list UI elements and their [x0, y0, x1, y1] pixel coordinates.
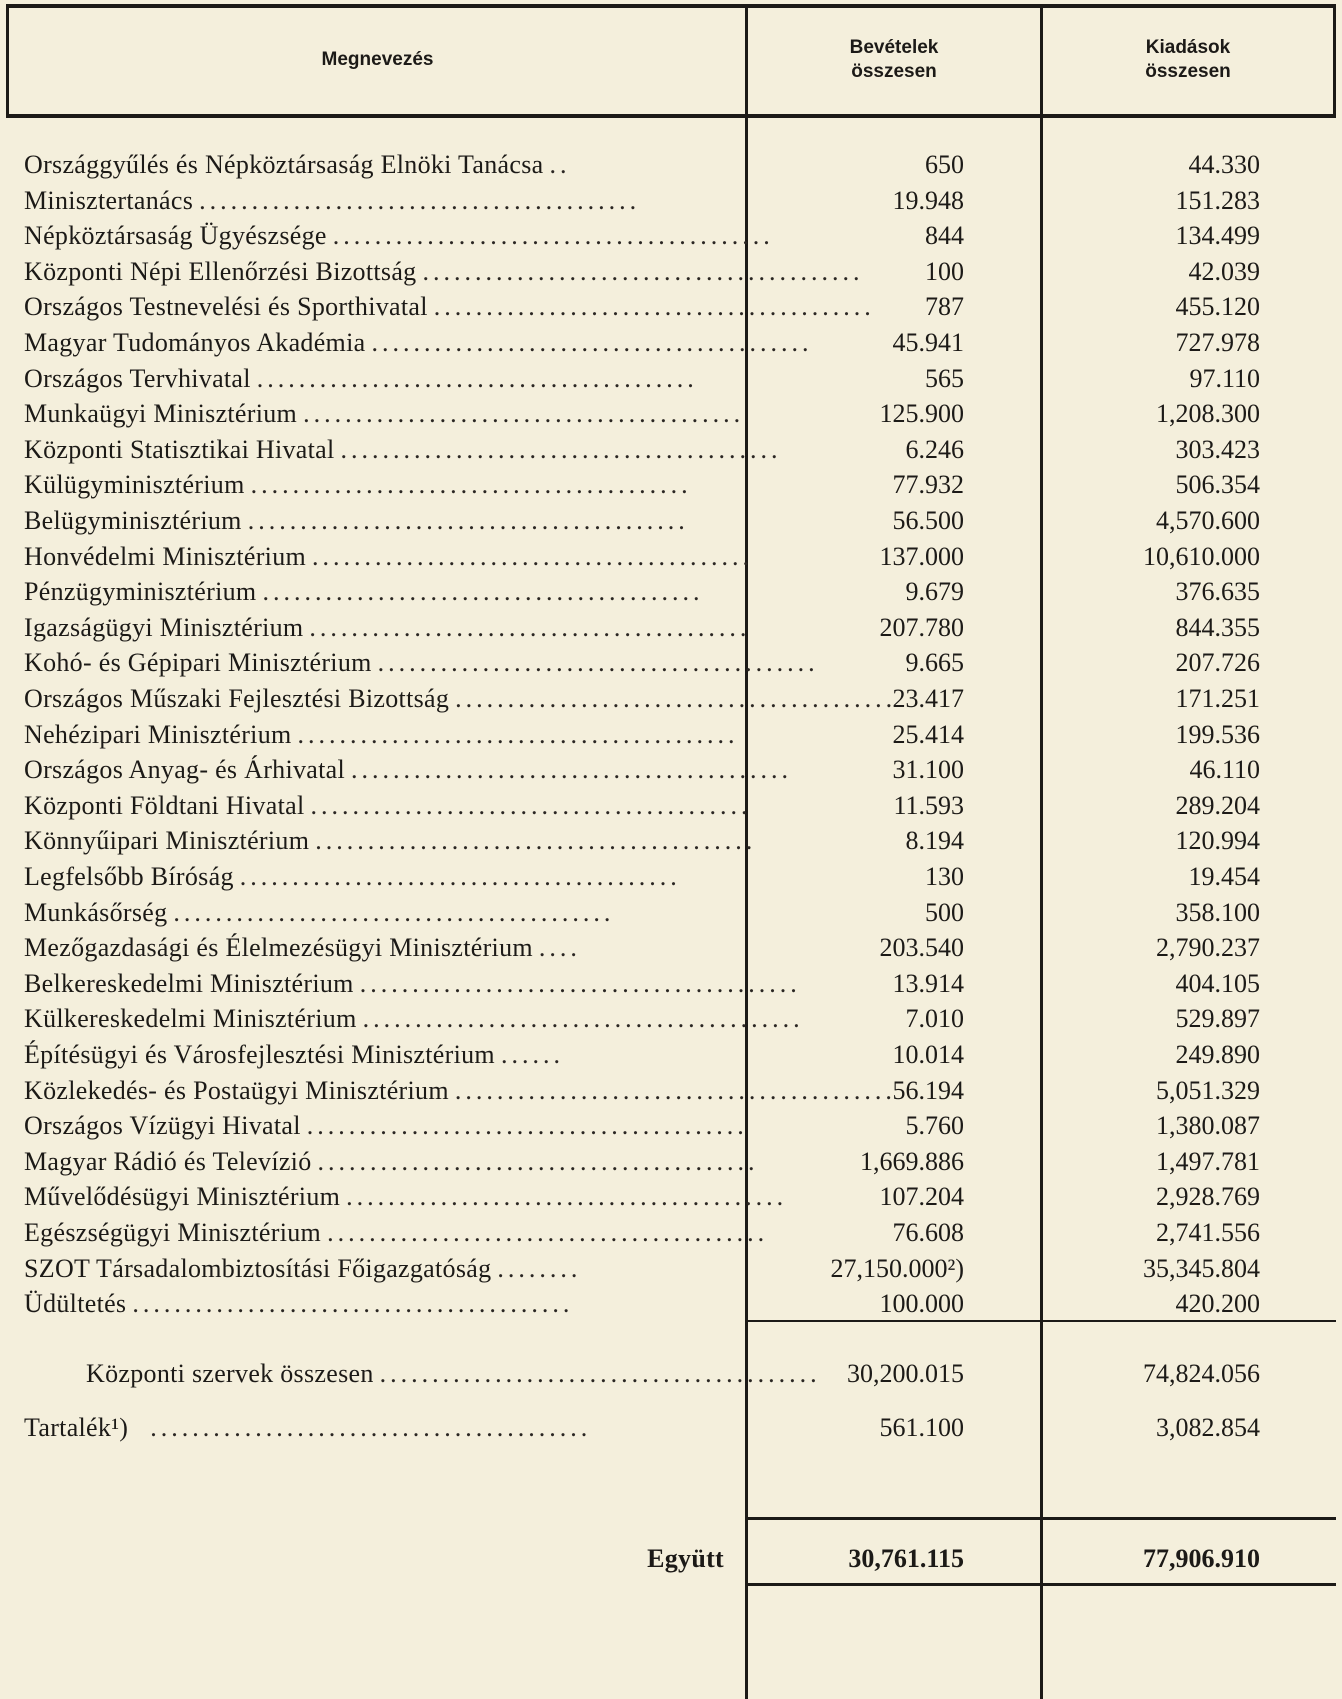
row-name: [24, 467, 728, 503]
row-revenue: 8.194: [905, 826, 964, 855]
row-expense: 420.200: [1175, 1289, 1260, 1318]
row-label: Munkásőrség: [24, 898, 168, 927]
table-row: [0, 325, 1342, 361]
row-expense: 2,790.237: [1156, 933, 1260, 962]
row-revenue: 100: [925, 257, 964, 286]
row-expense: 199.536: [1175, 720, 1260, 749]
row-label: Országos Műszaki Fejlesztési Bizottság: [24, 684, 450, 713]
row-name: [24, 289, 875, 325]
row-revenue: 107.204: [879, 1182, 964, 1211]
row-revenue: 23.417: [892, 684, 964, 713]
row-leader: ..........................................: [377, 648, 819, 677]
row-name: [24, 218, 774, 254]
row-label: Közlekedés- és Postaügyi Minisztérium: [24, 1076, 449, 1105]
table-row: [0, 788, 1342, 824]
row-label: Művelődésügyi Minisztérium: [24, 1182, 341, 1211]
table-row: [0, 396, 1342, 432]
row-leader: ..........................................: [312, 542, 754, 571]
row-expense: 2,928.769: [1156, 1182, 1260, 1211]
table-row: [0, 1144, 1342, 1180]
row-label: Üdültetés: [24, 1289, 127, 1318]
row-label: Belügyminisztérium: [24, 506, 242, 535]
table-row: [0, 717, 1342, 753]
reserve-expense: 3,082.854: [1156, 1413, 1260, 1442]
table-row: [0, 289, 1342, 325]
row-revenue: 203.540: [879, 933, 964, 962]
table-row: [0, 361, 1342, 397]
table-row: [0, 1001, 1342, 1037]
row-revenue: 5.760: [905, 1111, 964, 1140]
column-header-revenue-line1: Bevételek: [849, 37, 939, 58]
row-expense: 120.994: [1175, 826, 1260, 855]
row-expense: 1,380.087: [1156, 1111, 1260, 1140]
row-name: [24, 1251, 728, 1287]
row-leader: ..........................................: [433, 292, 875, 321]
row-expense: 455.120: [1175, 292, 1260, 321]
row-name: [24, 1144, 759, 1180]
row-leader: ..........................................: [297, 720, 739, 749]
row-name: [24, 1108, 748, 1144]
reserve-label: Tartalék¹): [24, 1413, 129, 1442]
row-leader: ..........................................: [332, 221, 774, 250]
row-label: Külügyminisztérium: [24, 470, 245, 499]
table-row: [0, 610, 1342, 646]
row-expense: 1,208.300: [1156, 399, 1260, 428]
table-top-rule: [6, 4, 1336, 8]
subtotal-name: [86, 1356, 821, 1392]
row-label: Központi Népi Ellenőrzési Bizottság: [24, 257, 417, 286]
subtotal-expense: 74,824.056: [1143, 1359, 1260, 1388]
row-label: Országos Vízügyi Hivatal: [24, 1111, 301, 1140]
row-leader: ....: [538, 933, 581, 962]
table-row: [0, 574, 1342, 610]
table-row: [0, 1215, 1342, 1251]
row-expense: 5,051.329: [1156, 1076, 1260, 1105]
row-revenue: 130: [925, 862, 964, 891]
row-name: [24, 966, 801, 1002]
row-name: [24, 503, 728, 539]
row-expense: 151.283: [1175, 186, 1260, 215]
row-name: [24, 823, 757, 859]
table-row: [0, 432, 1342, 468]
row-expense: 529.897: [1175, 1004, 1260, 1033]
row-name: [24, 183, 728, 219]
table-row: [0, 1108, 1342, 1144]
row-name: [24, 895, 728, 931]
table-row: [0, 823, 1342, 859]
row-leader: ..........................................: [309, 613, 751, 642]
row-label: Központi Statisztikai Hivatal: [24, 435, 335, 464]
row-name: [24, 361, 728, 397]
table-row: [0, 539, 1342, 575]
row-revenue: 56.500: [892, 506, 964, 535]
row-revenue: 9.665: [905, 648, 964, 677]
row-leader: ..........................................: [371, 328, 813, 357]
row-expense: 42.039: [1188, 257, 1260, 286]
row-leader: ..........................................: [351, 755, 793, 784]
table-row: [0, 1073, 1342, 1109]
row-leader: ..........................................: [199, 186, 641, 215]
table-row: [0, 1037, 1342, 1073]
row-leader: ..........................................: [303, 399, 745, 428]
row-expense: 506.354: [1175, 470, 1260, 499]
row-label: Külkereskedelmi Minisztérium: [24, 1004, 357, 1033]
row-label: Országos Testnevelési és Sporthivatal: [24, 292, 428, 321]
table-row: [0, 752, 1342, 788]
table-row: [0, 1286, 1342, 1322]
table-row: [0, 218, 1342, 254]
row-revenue: 565: [925, 364, 964, 393]
total-name: [24, 1541, 724, 1577]
row-name: [24, 254, 864, 290]
table-row: [0, 645, 1342, 681]
reserve-revenue: 561.100: [879, 1413, 964, 1442]
row-leader: ..........................................: [310, 791, 752, 820]
column-header-revenue: [748, 36, 1040, 84]
row-expense: 19.454: [1188, 862, 1260, 891]
row-leader: ..........................................: [173, 898, 615, 927]
row-expense: 249.890: [1175, 1040, 1260, 1069]
right-border: [1333, 4, 1336, 118]
row-revenue: 650: [925, 150, 964, 179]
row-name: [24, 1286, 728, 1322]
row-leader: ........: [497, 1254, 582, 1283]
row-expense: 4,570.600: [1156, 506, 1260, 535]
row-leader: ..........................................: [315, 826, 757, 855]
row-revenue: 6.246: [905, 435, 964, 464]
row-expense: 2,741.556: [1156, 1218, 1260, 1247]
row-expense: 376.635: [1175, 577, 1260, 606]
table-row: [0, 895, 1342, 931]
row-revenue: 9.679: [905, 577, 964, 606]
row-name: [24, 1001, 804, 1037]
row-expense: 358.100: [1175, 898, 1260, 927]
total-label: Együtt: [647, 1544, 724, 1573]
row-revenue: 76.608: [892, 1218, 964, 1247]
row-name: [24, 645, 819, 681]
row-name: [24, 788, 752, 824]
row-name: [24, 1073, 896, 1109]
row-name: [24, 930, 728, 966]
row-expense: 303.423: [1175, 435, 1260, 464]
row-label: Kohó- és Gépipari Minisztérium: [24, 648, 372, 677]
row-name: [24, 539, 754, 575]
column-header-name-label: Megnevezés: [321, 49, 434, 70]
row-name: [24, 717, 739, 753]
row-label: Munkaügyi Minisztérium: [24, 399, 298, 428]
subtotal-row: [0, 1356, 1342, 1392]
row-revenue: 45.941: [892, 328, 964, 357]
row-revenue: 1,669.886: [860, 1147, 964, 1176]
row-name: [24, 325, 813, 361]
subtotal-leader: ..........................................: [379, 1359, 821, 1388]
left-border: [6, 4, 9, 118]
table-row: [0, 930, 1342, 966]
table-row: [0, 254, 1342, 290]
reserve-row: [0, 1410, 1342, 1446]
row-label: Országos Anyag- és Árhivatal: [24, 755, 346, 784]
row-name: [24, 610, 751, 646]
row-expense: 404.105: [1175, 969, 1260, 998]
row-expense: 207.726: [1175, 648, 1260, 677]
row-leader: ..........................................: [346, 1182, 788, 1211]
row-leader: ..........................................: [250, 470, 692, 499]
row-leader: ..........................................: [422, 257, 864, 286]
total-revenue: 30,761.115: [848, 1544, 964, 1573]
row-expense: 171.251: [1175, 684, 1260, 713]
row-revenue: 25.414: [892, 720, 964, 749]
row-revenue: 31.100: [892, 755, 964, 784]
row-expense: 46.110: [1189, 755, 1260, 784]
row-name: [24, 752, 793, 788]
row-label: Népköztársaság Ügyészsége: [24, 221, 327, 250]
subtotal-label: Központi szervek összesen: [86, 1359, 374, 1388]
row-revenue: 11.593: [893, 791, 964, 820]
row-revenue: 56.194: [892, 1076, 964, 1105]
column-header-expense: [1043, 36, 1333, 84]
row-name: [24, 681, 897, 717]
row-leader: ..........................................: [132, 1289, 574, 1318]
row-expense: 727.978: [1175, 328, 1260, 357]
row-revenue: 125.900: [879, 399, 964, 428]
row-expense: 844.355: [1175, 613, 1260, 642]
row-name: [24, 859, 728, 895]
reserve-name: [24, 1410, 728, 1446]
row-leader: ..........................................: [239, 862, 681, 891]
table-row: [0, 147, 1342, 183]
row-leader: ..........................................: [455, 684, 897, 713]
row-expense: 35,345.804: [1143, 1254, 1260, 1283]
total-row: [0, 1541, 1342, 1577]
row-revenue: 137.000: [879, 542, 964, 571]
row-label: Építésügyi és Városfejlesztési Minisztérium: [24, 1040, 495, 1069]
row-leader: ......: [500, 1040, 564, 1069]
header-bottom-rule: [6, 114, 1336, 118]
row-label: Mezőgazdasági és Élelmezésügyi Minisztérium: [24, 933, 533, 962]
row-label: Nehézipari Minisztérium: [24, 720, 292, 749]
row-label: SZOT Társadalombiztosítási Főigazgatóság: [24, 1254, 492, 1283]
row-expense: 289.204: [1175, 791, 1260, 820]
row-revenue: 19.948: [892, 186, 964, 215]
row-leader: ..........................................: [317, 1147, 759, 1176]
row-name: [24, 147, 728, 183]
row-revenue: 13.914: [892, 969, 964, 998]
row-leader: ..........................................: [256, 364, 698, 393]
row-name: [24, 1179, 788, 1215]
total-expense: 77,906.910: [1143, 1544, 1260, 1573]
row-expense: 44.330: [1188, 150, 1260, 179]
row-name: [24, 396, 745, 432]
row-expense: 97.110: [1189, 364, 1260, 393]
row-name: [24, 1037, 728, 1073]
table-row: [0, 1179, 1342, 1215]
table-row: [0, 503, 1342, 539]
row-label: Minisztertanács: [24, 186, 194, 215]
row-revenue: 207.780: [879, 613, 964, 642]
row-revenue: 100.000: [879, 1289, 964, 1318]
table-row: [0, 467, 1342, 503]
row-leader: ..........................................: [327, 1218, 769, 1247]
row-expense: 1,497.781: [1156, 1147, 1260, 1176]
row-revenue: 77.932: [892, 470, 964, 499]
row-leader: ..........................................: [247, 506, 689, 535]
row-label: Legfelsőbb Bíróság: [24, 862, 234, 891]
table-row: [0, 681, 1342, 717]
row-leader: ..........................................: [362, 1004, 804, 1033]
row-leader: ..: [549, 150, 571, 179]
total-bottom-rule: [748, 1583, 1336, 1586]
subtotal-revenue: 30,200.015: [847, 1359, 964, 1388]
row-label: Központi Földtani Hivatal: [24, 791, 305, 820]
row-label: Országos Tervhivatal: [24, 364, 251, 393]
row-label: Igazságügyi Minisztérium: [24, 613, 304, 642]
table-row: [0, 966, 1342, 1002]
table-row: [0, 859, 1342, 895]
reserve-leader: ..........................................: [150, 1413, 592, 1442]
total-top-rule: [748, 1517, 1336, 1520]
row-label: Pénzügyminisztérium: [24, 577, 257, 606]
row-leader: ..........................................: [454, 1076, 896, 1105]
column-header-expense-line1: Kiadások: [1145, 37, 1231, 58]
row-label: Országgyűlés és Népköztársaság Elnöki Tanácsa: [24, 150, 544, 179]
row-expense: 134.499: [1175, 221, 1260, 250]
row-revenue: 844: [925, 221, 964, 250]
row-label: Magyar Rádió és Televízió: [24, 1147, 312, 1176]
row-label: Belkereskedelmi Minisztérium: [24, 969, 354, 998]
row-label: Könnyűipari Minisztérium: [24, 826, 310, 855]
row-leader: ..........................................: [262, 577, 704, 606]
table-row: [0, 183, 1342, 219]
row-name: [24, 432, 782, 468]
row-revenue: 500: [925, 898, 964, 927]
row-name: [24, 1215, 769, 1251]
row-name: [24, 574, 728, 610]
row-revenue: 7.010: [905, 1004, 964, 1033]
table-row: [0, 1251, 1342, 1287]
column-header-name: [10, 48, 745, 72]
row-label: Egészségügyi Minisztérium: [24, 1218, 322, 1247]
column-header-revenue-line2: összesen: [851, 61, 937, 82]
row-leader: ..........................................: [340, 435, 782, 464]
row-revenue: 787: [925, 292, 964, 321]
row-expense: 10,610.000: [1143, 542, 1260, 571]
row-label: Honvédelmi Minisztérium: [24, 542, 307, 571]
row-revenue: 27,150.000²): [830, 1254, 964, 1283]
row-label: Magyar Tudományos Akadémia: [24, 328, 366, 357]
row-revenue: 10.014: [892, 1040, 964, 1069]
row-leader: ..........................................: [306, 1111, 748, 1140]
column-header-expense-line2: összesen: [1145, 61, 1231, 82]
row-leader: ..........................................: [359, 969, 801, 998]
